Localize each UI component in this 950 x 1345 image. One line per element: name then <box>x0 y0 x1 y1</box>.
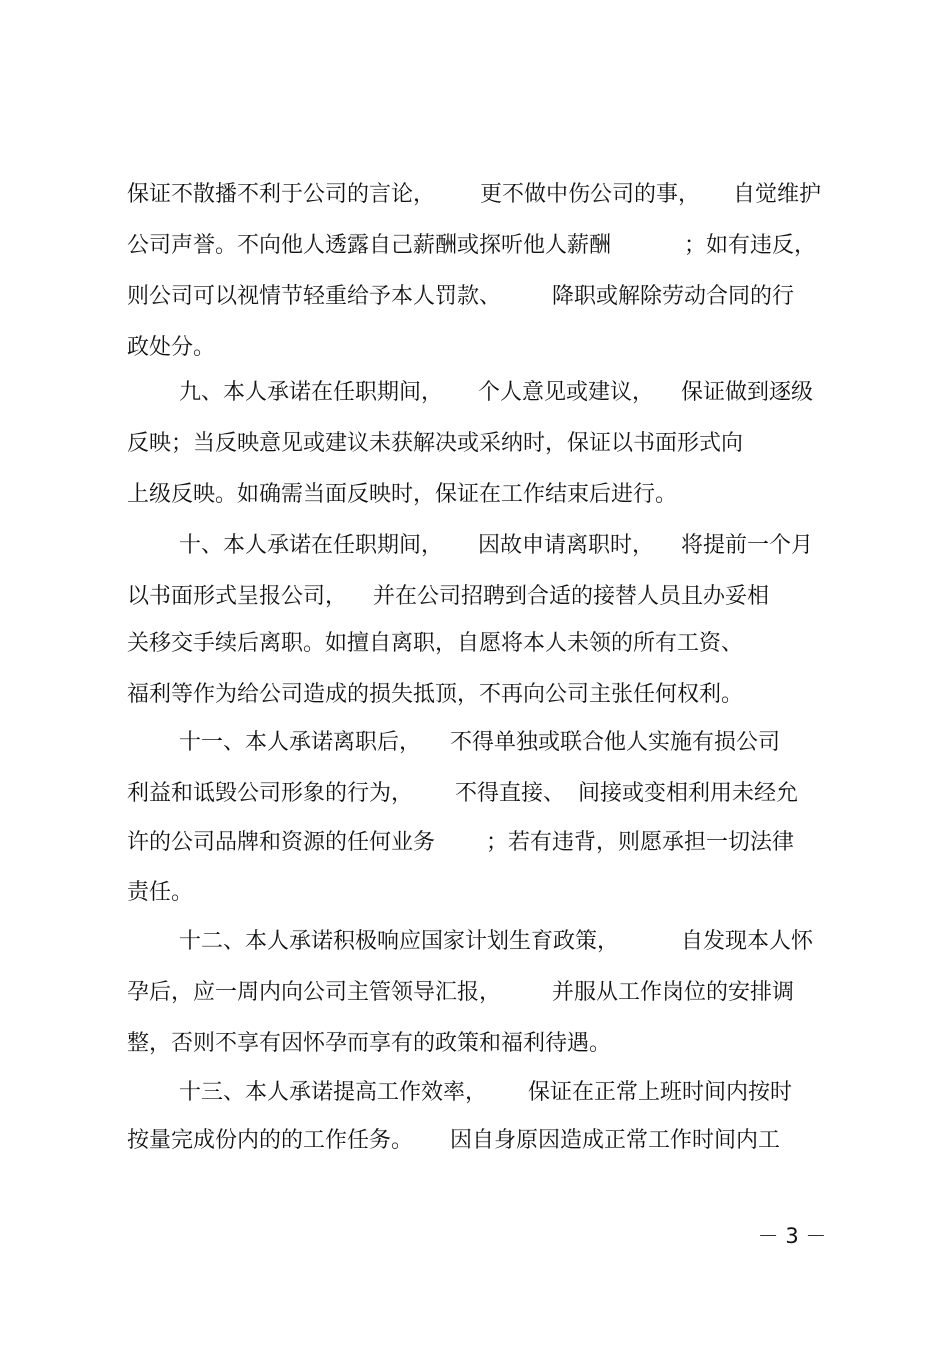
text-line <box>0 175 950 215</box>
text-segment: 并服从工作岗位的安排调 <box>552 980 795 1005</box>
text-segment: 更不做中伤公司的事， <box>480 182 701 207</box>
text-segment: 按量完成份内的的工作任务。 <box>127 1128 414 1153</box>
text-segment: 孕后，应一周内向公司主管领导汇报， <box>127 980 502 1005</box>
text-segment: 因故申请离职时， <box>478 533 655 558</box>
text-segment: 不得直接、 <box>455 781 566 806</box>
text-segment: ；若有违背，则愿承担一切法律 <box>486 830 795 855</box>
text-segment: 上级反映。如确需当面反映时，保证在工作结束后进行。 <box>127 482 678 507</box>
text-line <box>0 277 950 317</box>
text-line <box>0 823 950 863</box>
text-line <box>0 624 950 664</box>
text-segment: 关移交手续后离职。如擅自离职，自愿将本人未领的所有工资、 <box>127 631 744 656</box>
text-line <box>0 328 950 368</box>
text-segment: 公司声誉。不向他人透露自己薪酬或探听他人薪酬 <box>127 233 612 258</box>
text-line <box>0 1073 950 1113</box>
text-segment: 因自身原因造成正常工作时间内工 <box>450 1128 781 1153</box>
text-segment: 十、本人承诺在任职期间， <box>179 533 444 558</box>
text-line <box>0 973 950 1013</box>
text-line <box>0 577 950 617</box>
text-segment: 十一、本人承诺离职后， <box>179 730 422 755</box>
text-segment: 九、本人承诺在任职期间， <box>179 380 444 405</box>
text-line <box>0 723 950 763</box>
text-segment: 责任。 <box>127 880 194 905</box>
text-segment: 将提前一个月 <box>681 533 814 558</box>
text-line <box>0 922 950 962</box>
text-segment: 个人意见或建议， <box>478 380 655 405</box>
text-segment: 许的公司品牌和资源的任何业务 <box>127 830 436 855</box>
text-line <box>0 1024 950 1064</box>
text-line <box>0 526 950 566</box>
text-segment: 不得单独或联合他人实施有损公司 <box>450 730 781 755</box>
text-line <box>0 873 950 913</box>
text-line <box>0 675 950 715</box>
text-segment: 整，否则不享有因怀孕而享有的政策和福利待遇。 <box>127 1031 612 1056</box>
text-segment: 自发现本人怀 <box>681 929 814 954</box>
text-segment: 福利等作为给公司造成的损失抵顶，不再向公司主张任何权利。 <box>127 682 744 707</box>
text-segment: 以书面形式呈报公司， <box>127 584 348 609</box>
text-segment: 利益和诋毁公司形象的行为， <box>127 781 414 806</box>
text-segment: 降职或解除劳动合同的行 <box>552 284 795 309</box>
page-number: － 3 － <box>757 1224 827 1248</box>
text-segment: 则公司可以视情节轻重给予本人罚款、 <box>127 284 502 309</box>
text-segment: 保证在正常上班时间内按时 <box>528 1080 793 1105</box>
text-line <box>0 424 950 464</box>
text-segment: 自觉维护 <box>733 182 822 207</box>
text-segment: 反映；当反映意见或建议未获解决或采纳时，保证以书面形式向 <box>127 431 744 456</box>
text-segment: 保证不散播不利于公司的言论， <box>127 182 436 207</box>
text-segment: ；如有违反， <box>684 233 817 258</box>
text-line <box>0 373 950 413</box>
text-segment: 政处分。 <box>127 335 216 360</box>
text-line <box>0 226 950 266</box>
text-segment: 十三、本人承诺提高工作效率， <box>179 1080 488 1105</box>
text-segment: 并在公司招聘到合适的接替人员且办妥相 <box>373 584 770 609</box>
text-line <box>0 774 950 814</box>
text-segment: 十二、本人承诺积极响应国家计划生育政策， <box>179 929 620 954</box>
text-line <box>0 475 950 515</box>
text-segment: 保证做到逐级 <box>681 380 814 405</box>
text-segment: 间接或变相利用未经允 <box>578 781 799 806</box>
text-line <box>0 1121 950 1161</box>
